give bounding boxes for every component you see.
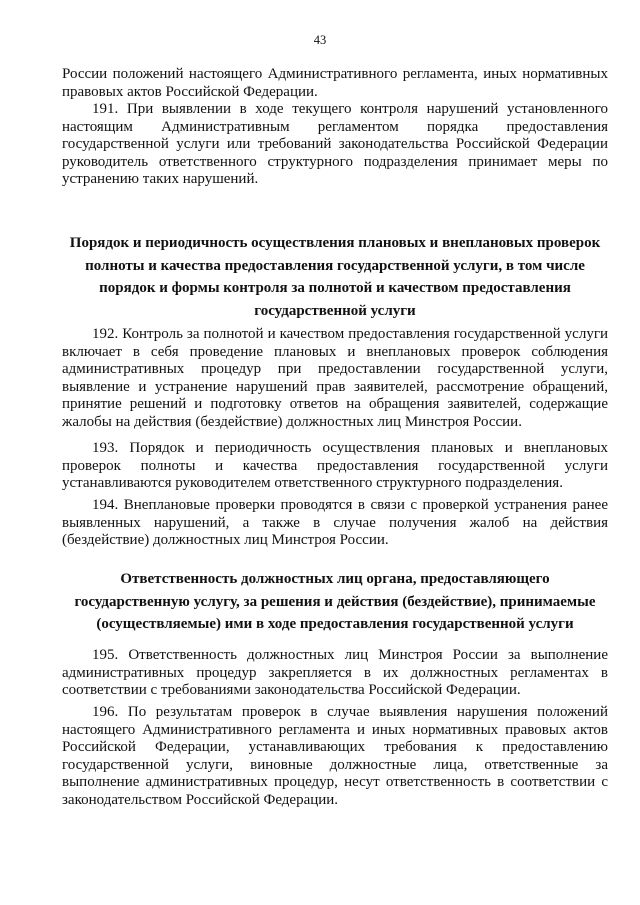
paragraph-192: 192. Контроль за полнотой и качеством предоставления государственной услуги включает в себя проведение плановых и внеплановых проверок соблюдения административных процедур при предоставлении государственной услуги, выявление и устранение нарушений прав заявителей, рассмотрение обращений, принятие решений и подготовку ответов на обращения заявителей, содержащие жалобы на действия (бездействие) должностных лиц Минстроя России. <box>62 326 608 430</box>
paragraph-191: 191. При выявлении в ходе текущего контроля нарушений установленного настоящим Административным регламентом порядка предоставления государственной услуги или требований законодательства Российской Федерации руководитель ответственного структурного подразделения принимает меры по устранению таких нарушений. <box>62 101 608 187</box>
paragraph-195: 195. Ответственность должностных лиц Минстроя России за выполнение административных процедур закрепляется в их должностных регламентах в соответствии с требованиями законодательства Российской Федерации. <box>62 647 608 698</box>
section-heading-inspections: Порядок и периодичность осуществления плановых и внеплановых проверок полноты и качества предоставления государственной услуги, в том числе порядок и формы контроля за полнотой и качеством предоставления государственной услуги <box>69 235 601 319</box>
page-number: 43 <box>313 33 327 47</box>
paragraph-193: 193. Порядок и периодичность осуществления плановых и внеплановых проверок полноты и качества предоставления государственной услуги устанавливаются руководителем ответственного структурного подразделения. <box>62 440 608 491</box>
paragraph-continuation: России положений настоящего Административного регламента, иных нормативных правовых актов Российской Федерации. <box>62 66 608 100</box>
section-heading-responsibility: Ответственность должностных лиц органа, предоставляющего государственную услугу, за решения и действия (бездействие), принимаемые (осуществляемые) ими в ходе предоставления государственной услуги <box>74 571 596 632</box>
paragraph-196: 196. По результатам проверок в случае выявления нарушения положений настоящего Административного регламента и иных нормативных правовых актов Российской Федерации, устанавливающих требования к предоставлению государственной услуги, виновные должностные лица, ответственные за выполнение административных процедур, несут ответственность в соответствии с законодательством Российской Федерации. <box>62 704 608 808</box>
paragraph-194: 194. Внеплановые проверки проводятся в связи с проверкой устранения ранее выявленных нарушений, а также в случае получения жалоб на действия (бездействие) должностных лиц Минстроя России. <box>62 497 608 548</box>
